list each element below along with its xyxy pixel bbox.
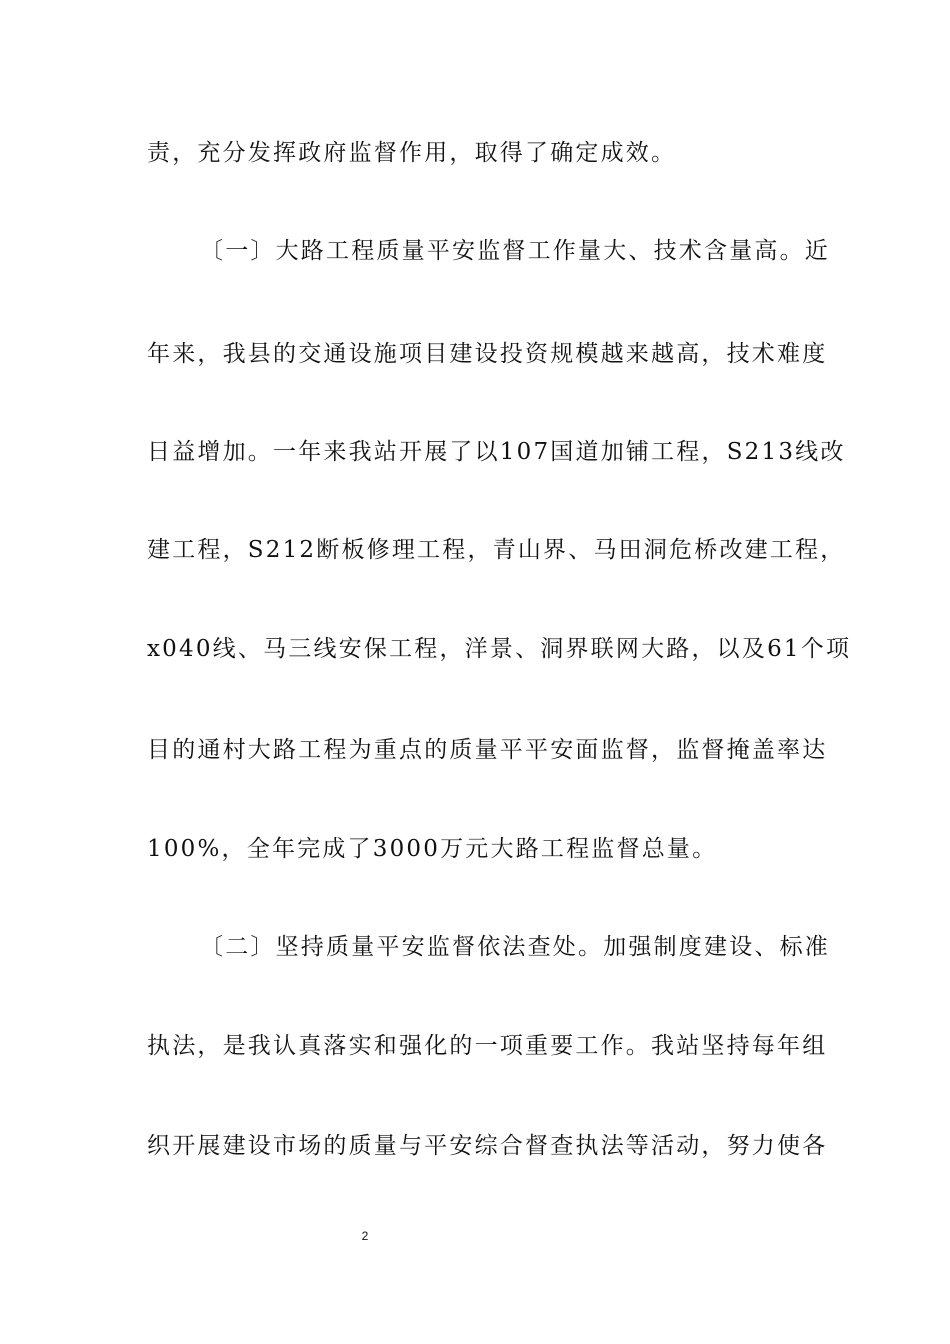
text-line-4: 日益增加。一年来我站开展了以107国道加铺工程，S213线改 <box>147 439 846 465</box>
paragraph-1-heading-line: 〔一〕大路工程质量平安监督工作量大、技术含量高。近 <box>200 238 830 264</box>
text-line-10: 执法，是我认真落实和强化的一项重要工作。我站坚持每年组 <box>147 1033 828 1059</box>
text-line-5: 建工程，S212断板修理工程，青山界、马田洞危桥改建工程， <box>147 537 846 563</box>
page-number: 2 <box>361 1229 369 1243</box>
text-line-3: 年来，我县的交通设施项目建设投资规模越来越高，技术难度 <box>147 341 828 367</box>
paragraph-2-heading-line: 〔二〕坚持质量平安监督依法查处。加强制度建设、标准 <box>200 934 830 960</box>
text-line-1: 责，充分发挥政府监督作用，取得了确定成效。 <box>147 140 677 166</box>
text-line-8: 100%，全年完成了3000万元大路工程监督总量。 <box>147 836 718 862</box>
text-line-6: x040线、马三线安保工程，洋景、洞界联网大路，以及61个项 <box>147 636 852 662</box>
text-line-11: 织开展建设市场的质量与平安综合督查执法等活动，努力使各 <box>147 1133 828 1159</box>
text-line-7: 目的通村大路工程为重点的质量平平安面监督，监督掩盖率达 <box>147 737 828 763</box>
